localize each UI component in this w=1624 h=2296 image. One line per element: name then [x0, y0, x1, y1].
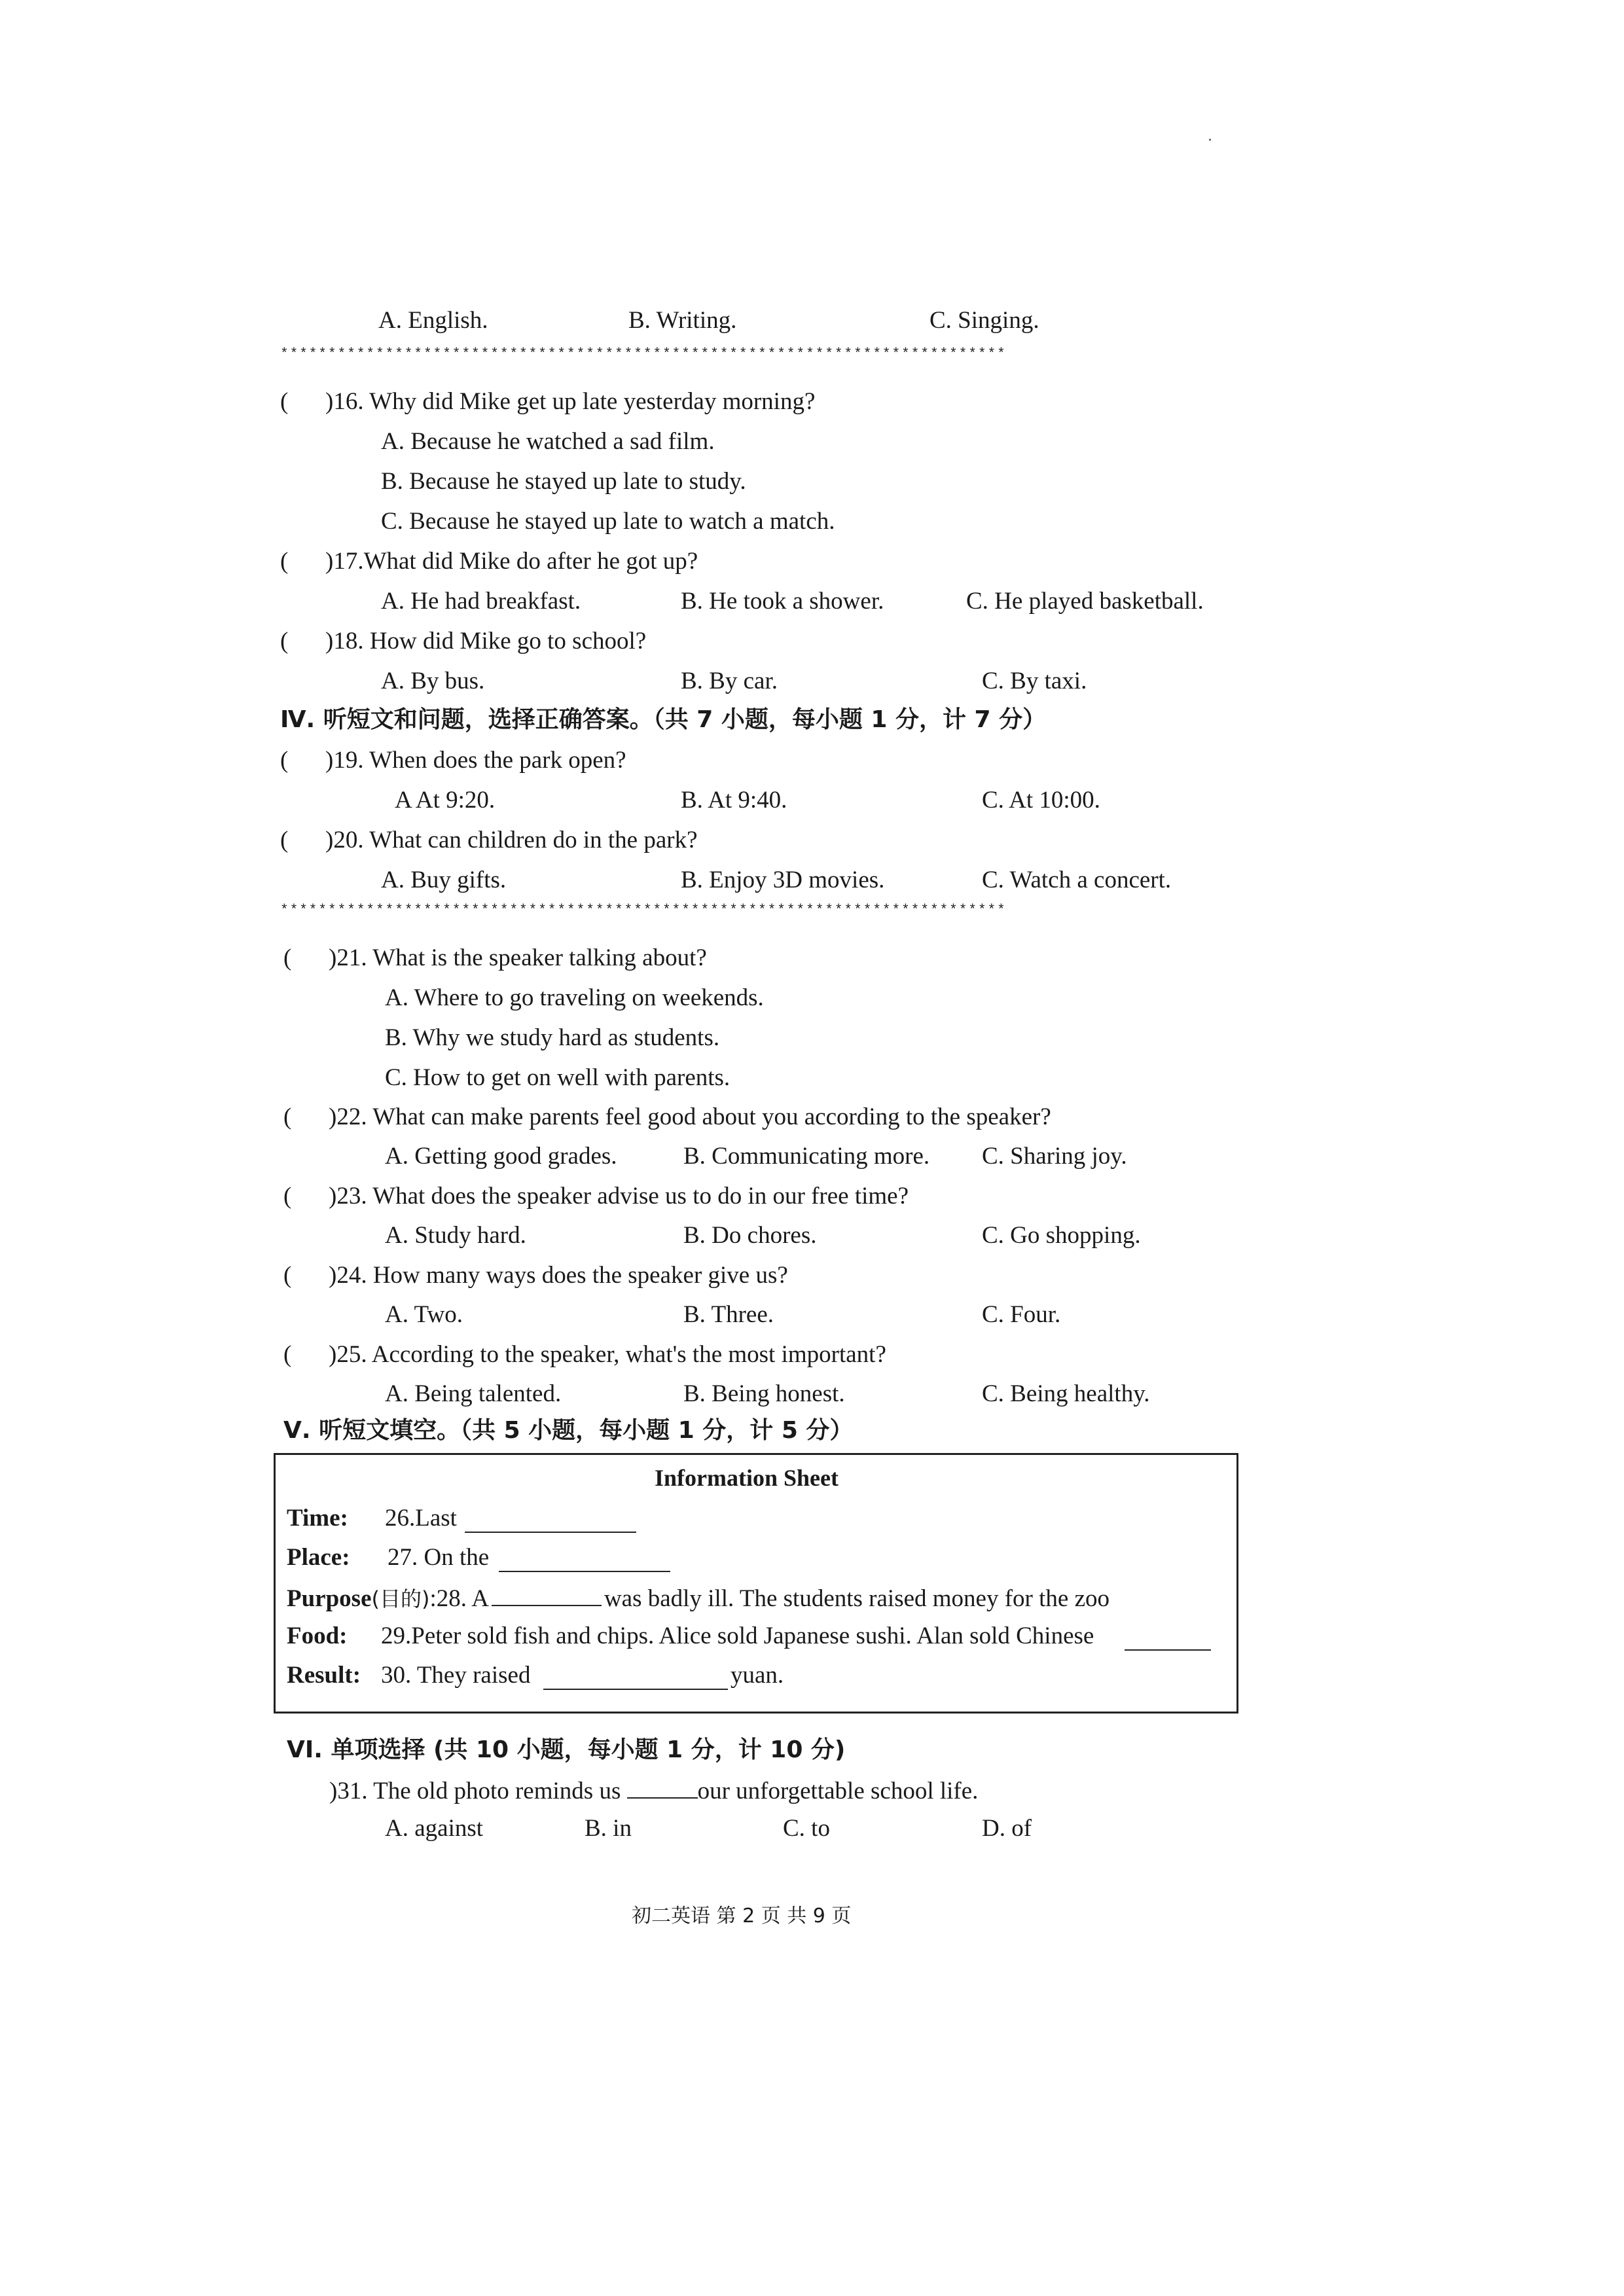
q23-option-b: B. Do chores. [683, 1222, 817, 1249]
answer-paren-20: ( [280, 827, 289, 853]
q25-option-b: B. Being honest. [683, 1380, 845, 1407]
q15-option-b: B. Writing. [628, 307, 737, 334]
q18-option-b: B. By car. [681, 668, 778, 694]
q31-stem-post: our unforgettable school life. [697, 1778, 979, 1804]
q21-stem: )21. What is the speaker talking about? [329, 944, 707, 971]
food-text: 29.Peter sold fish and chips. Alice sold Japanese sushi. Alan sold Chinese [381, 1623, 1094, 1649]
q17-option-a: A. He had breakfast. [381, 588, 581, 615]
q24-option-c: C. Four. [982, 1301, 1061, 1328]
q23-stem: )23. What does the speaker advise us to do in our free time? [329, 1183, 909, 1210]
q15-option-a: A. English. [378, 307, 488, 334]
q17-stem: )17.What did Mike do after he got up? [325, 548, 698, 575]
answer-paren-18: ( [280, 628, 289, 655]
q15-option-c: C. Singing. [929, 307, 1039, 334]
blank-27[interactable] [499, 1549, 670, 1572]
q21-option-c: C. How to get on well with parents. [385, 1064, 731, 1091]
q18-stem: )18. How did Mike go to school? [325, 628, 647, 655]
answer-paren-21: ( [283, 944, 292, 971]
time-label: Time: [287, 1505, 348, 1532]
q21-option-a: A. Where to go traveling on weekends. [385, 984, 764, 1011]
purpose-pre: :28. A [429, 1585, 489, 1612]
section-v-heading: Ⅴ. 听短文填空。（共 5 小题，每小题 1 分，计 5 分） [283, 1417, 854, 1444]
q16-option-a: A. Because he watched a sad film. [381, 428, 715, 455]
q24-option-b: B. Three. [683, 1301, 774, 1328]
place-label: Place: [287, 1544, 350, 1571]
q18-option-a: A. By bus. [381, 668, 485, 694]
answer-paren-24: ( [283, 1262, 292, 1289]
q31-option-c: C. to [783, 1815, 830, 1842]
food-label: Food: [287, 1623, 348, 1649]
q19-option-b: B. At 9:40. [681, 787, 787, 814]
q31-stem [329, 1775, 978, 1806]
q31-option-a: A. against [385, 1815, 484, 1842]
q25-stem: )25. According to the speaker, what's the most important? [329, 1341, 886, 1368]
q23-option-c: C. Go shopping. [982, 1222, 1141, 1249]
q18-option-c: C. By taxi. [982, 668, 1087, 694]
q21-option-b: B. Why we study hard as students. [385, 1024, 720, 1051]
info-sheet-title: Information Sheet [655, 1465, 839, 1491]
purpose-line [287, 1583, 1110, 1613]
section-iv-heading: Ⅳ. 听短文和问题，选择正确答案。（共 7 小题，每小题 1 分，计 7 分） [280, 706, 1047, 733]
answer-paren-16: ( [280, 388, 289, 415]
page-footer: 初二英语 第 2 页 共 9 页 [632, 1905, 852, 1928]
q19-option-a: A At 9:20. [395, 787, 496, 814]
q20-option-a: A. Buy gifts. [381, 867, 507, 893]
answer-paren-25: ( [283, 1341, 292, 1368]
result-pre: 30. They raised [381, 1662, 531, 1689]
q16-option-c: C. Because he stayed up late to watch a match. [381, 508, 835, 535]
blank-29[interactable] [1125, 1627, 1211, 1651]
q22-option-c: C. Sharing joy. [982, 1143, 1127, 1170]
q31-option-d: D. of [982, 1815, 1032, 1842]
answer-paren-23: ( [283, 1183, 292, 1210]
purpose-label: Purpose [287, 1585, 372, 1612]
q24-stem: )24. How many ways does the speaker give us? [329, 1262, 788, 1289]
q19-stem: )19. When does the park open? [325, 747, 626, 774]
place-text: 27. On the [388, 1544, 490, 1571]
result-post: yuan. [731, 1662, 784, 1689]
purpose-post: was badly ill. The students raised money for the zoo [604, 1585, 1110, 1612]
result-label: Result: [287, 1662, 361, 1689]
time-text: 26.Last [385, 1505, 457, 1532]
q17-option-b: B. He took a shower. [681, 588, 884, 615]
q31-stem-pre: )31. The old photo reminds us [329, 1778, 621, 1804]
q20-stem: )20. What can children do in the park? [325, 827, 698, 853]
star-divider-2: **************************************************************************** [280, 903, 1007, 918]
answer-paren-22: ( [283, 1103, 292, 1130]
q22-option-b: B. Communicating more. [683, 1143, 930, 1170]
q22-option-a: A. Getting good grades. [385, 1143, 617, 1170]
answer-paren-17: ( [280, 548, 289, 575]
q16-stem: )16. Why did Mike get up late yesterday morning? [325, 388, 816, 415]
purpose-note: (目的) [371, 1587, 430, 1611]
q19-option-c: C. At 10:00. [982, 787, 1100, 814]
q25-option-a: A. Being talented. [385, 1380, 562, 1407]
blank-28[interactable] [492, 1583, 602, 1606]
star-divider-1: **************************************************************************** [280, 347, 1007, 362]
blank-30[interactable] [543, 1666, 728, 1690]
scan-speck [1209, 139, 1211, 141]
q24-option-a: A. Two. [385, 1301, 463, 1328]
q25-option-c: C. Being healthy. [982, 1380, 1150, 1407]
blank-26[interactable] [465, 1509, 636, 1533]
blank-31[interactable] [627, 1775, 698, 1799]
q23-option-a: A. Study hard. [385, 1222, 526, 1249]
section-vi-heading: VI. 单项选择 (共 10 小题，每小题 1 分，计 10 分) [287, 1736, 846, 1763]
q31-option-b: B. in [585, 1815, 632, 1842]
q20-option-c: C. Watch a concert. [982, 867, 1172, 893]
q17-option-c: C. He played basketball. [966, 588, 1204, 615]
answer-paren-19: ( [280, 747, 289, 774]
q16-option-b: B. Because he stayed up late to study. [381, 468, 746, 495]
q22-stem: )22. What can make parents feel good about you according to the speaker? [329, 1103, 1051, 1130]
q20-option-b: B. Enjoy 3D movies. [681, 867, 885, 893]
